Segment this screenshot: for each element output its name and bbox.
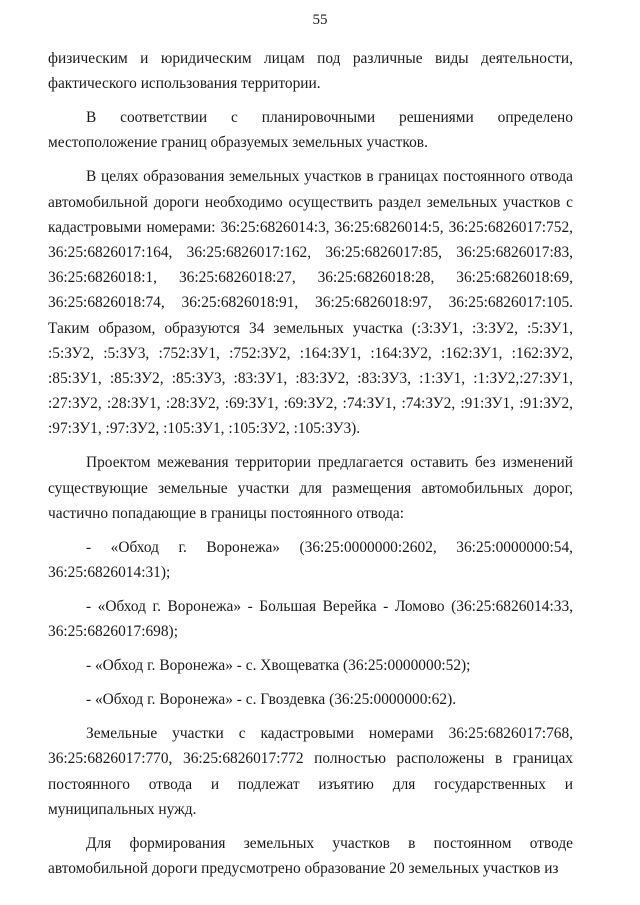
paragraph-continuation: физическим и юридическим лицам под различные виды деятельности, фактического использования территории.	[48, 50, 573, 93]
list-item-road-2: - «Обход г. Воронежа» - Большая Верейка - Ломово (36:25:6826014:33, 36:25:6826017:698);	[48, 598, 573, 641]
paragraph-seizure: Земельные участки с кадастровыми номерами 36:25:6826017:768, 36:25:6826017:770, 36:25:6826017:772 полностью расположены в границах постоянного отвода и подлежат изъятию для государственных и муниципальных нужд.	[48, 725, 573, 818]
list-item-road-1: - «Обход г. Воронежа» (36:25:0000000:2602, 36:25:0000000:54, 36:25:6826014:31);	[48, 538, 573, 582]
page-number: 55	[312, 12, 328, 28]
paragraph-land-division: В целях образования земельных участков в границах постоянного отвода автомобильной дороги необходимо осуществить раздел земельных участков с кадастровыми номерами: 36:25:6826014:3, 36:25:6826014:5, 36:25:6826017:752, 36:25:6826017:164, 36:25:6826017:162, 36:25:6826017:85, 36:25:6826017:83, 36:25:6826018:1, 36:25:6826018:27, 36:25:6826018:28, 36:25:6826018:69, 36:25:6826018:74, 36:25:6826018:91, 36:25:6826018:97, 36:25:6826017:105. Таким образом, образуются 34 земельных участка (:3:ЗУ1, :3:ЗУ2, :5:ЗУ1, :5:ЗУ2, :5:ЗУ3, :752:ЗУ1, :752:ЗУ2, :164:ЗУ1, :164:ЗУ2, :162:ЗУ1, :162:ЗУ2, :85:ЗУ1, :85:ЗУ2, :85:ЗУ3, :83:ЗУ1, :83:ЗУ2, :83:ЗУ3, :1:ЗУ1, :1:ЗУ2,:27:ЗУ1, :27:ЗУ2, :28:ЗУ1, :28:ЗУ2, :69:ЗУ1, :69:ЗУ2, :74:ЗУ1, :74:ЗУ2, :91:ЗУ1, :91:ЗУ2, :97:ЗУ1, :97:ЗУ2, :105:ЗУ1, :105:ЗУ2, :105:ЗУ3).	[48, 168, 573, 438]
paragraph-formation: Для формирования земельных участков в постоянном отводе автомобильной дороги предусмотрено образование 20 земельных участков из	[48, 834, 573, 878]
paragraph-existing-plots: Проектом межевания территории предлагается оставить без изменений существующие земельные участки для размещения автомобильных дорог, частично попадающие в границы постоянного отвода:	[48, 454, 573, 522]
list-item-road-4: - «Обход г. Воронежа» - с. Гвоздевка (36:25:0000000:62).	[86, 691, 457, 709]
list-item-road-3: - «Обход г. Воронежа» - с. Хвощеватка (36:25:0000000:52);	[86, 657, 471, 675]
paragraph-planning-decisions: В соответствии с планировочными решениями определено местоположение границ образуемых земельных участков.	[48, 109, 573, 152]
document-body	[48, 46, 573, 890]
